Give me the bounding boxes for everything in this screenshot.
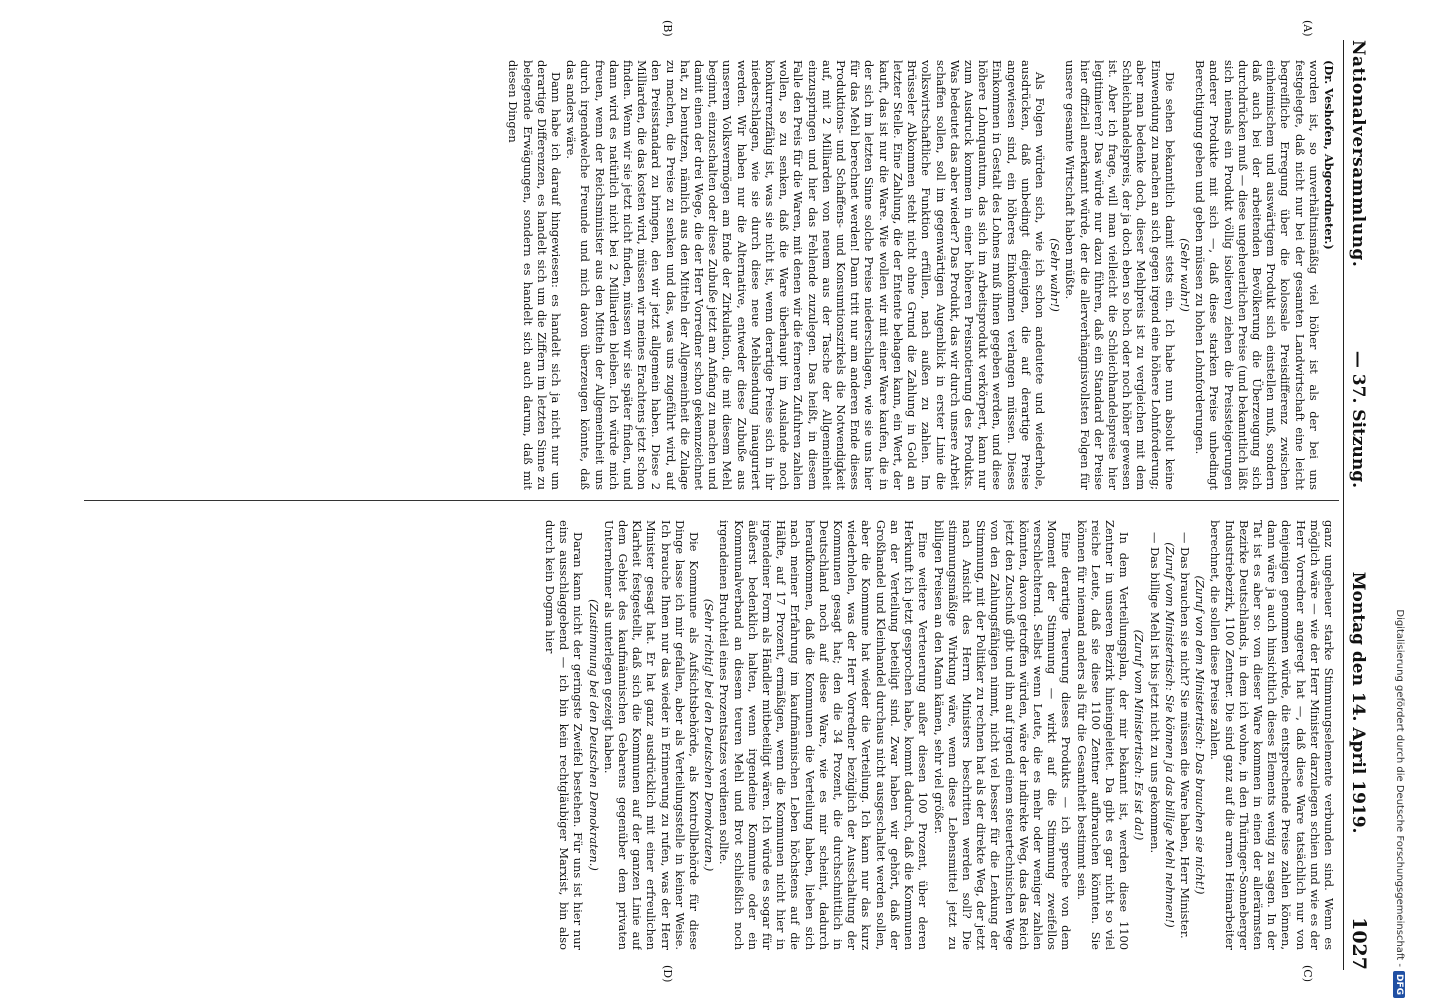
column-divider [84,500,1339,501]
dfg-logo: DFG [1393,971,1405,998]
credit-text: Digitalisierung gefördert durch die Deutsche Forschungsgemeinschaft - [1394,609,1405,967]
margin-marker-a: (A) [1301,20,1314,37]
page-header [1343,40,1384,970]
speaker-label: (Dr. Veshofen, Abgeordneter.) [1322,60,1336,250]
right-column [84,520,1336,950]
paragraph: — Das brauchen sie nicht? Sie müssen die Ware haben, Herr Minister. [1177,532,1192,939]
paragraph: Die Kommune als Aufsichtsbehörde, als Kontrollbehörde für diese Dinge lasse ich mir gefallen, aber als Verteilungsstelle in keiner Weise. Ich brauche Ihnen nur das wieder in Erinnerung zu rufen, was der Herr Minister gesagt hat. Er hat ganz ausdrücklich mit einer erfreulichen Klarheit festgestellt, daß sich die Kommunen auf der ganzen Linie auf dem Gebiet des kaufmännischen Gebarens gegenüber dem privaten Unternehmer als unterlegen gezeigt haben. [601,520,702,950]
paragraph: — Das billige Mehl ist bis jetzt nicht zu uns gekommen. [1147,532,1162,854]
paragraph: Dann habe ich darauf hingewiesen: es handelt sich ja nicht nur um derartige Differenzen, es handelt sich um die Ziffern im letzten Sinne zu belegende Erwägungen, sondern es handelt sich auch darum, daß mit diesen Dingen [506,60,564,490]
paragraph: Eine weitere Verteuerung außer diesen 100 Prozent, über deren Herkunft ich jetzt gesprochen habe, kommt dadurch, daß die Kommunen an der Verteilung beteiligt sind. Zwar haben wir gehört, daß der Großhandel und Kleinhandel durchaus nicht ausgeschaltet werden sollen, aber die Kommune hat wieder die Verteilung. Ich kann nur das kurz wiederholen, was der Herr Vorredner bezüglich der Ausschaltung der Kommunen gesagt hat; den die 34 Prozent, die durchschnittlich in Deutschland noch auf diese Ware, wie es mir scheint, dadurch heraufkommen, daß die Kommunen die Verteilung haben, lieben sich nach meiner Erfahrung im kaufmännischen Leben höchstens auf die Hälfte, auf 17 Prozent, ermäßigen, wenn die Kommunen nicht hier in irgendeiner Form als Händler mitbeteiligt wären. Ich würde es sogar für äußerst bedenklich halten, wenn irgendeine Kommune oder ein Kommunalverband an diesem teuren Mehl und Brot schließlich noch irgendeinen Bruchteil eines Prozentsatzes verdienen sollte. [717,520,931,950]
page-number: 1027 [1348,917,1370,970]
paragraph: In dem Verteilungsplan, der mir bekannt ist, werden diese 1100 Zentner in unseren Bezirk hineingeleitet. Da gibt es gar nicht so viel reiche Leute, daß sie diese 1100 Zentner aufbrauchen könnten. Sie können für niemand anders als für die Gesamtheit bestimmt sein. [1074,520,1132,950]
interjection: (Sehr wahr!) [1048,238,1063,312]
paragraph: Die sehen bekanntlich damit stets ein. Ich habe nun absolut keine Einwendung zu machen an sich gegen irgend eine höhere Lohnforderung; aber man bedenke doch, dieser Mehlpreis ist zu vergleichen mit dem Schleichhandelspreis, der ja doch eben so hoch oder noch höher gewesen ist. Aber ich frage, will man vielleicht die Schleichhandelspreise hier legitimieren? Das würde nur dazu führen, daß ein Standard der Preise hier offiziell anerkannt würde, der die allerverhängnisvollsten Folgen für unsere gesamte Wirtschaft haben müßte. [1063,60,1177,490]
paragraph: Daran kann nicht der geringste Zweifel bestehen. Für uns ist hier nur eins ausschlaggebend — ich bin kein rechtgläubiger Marxist, bin also durch kein Dogma hier [543,520,586,950]
margin-marker-c: (C) [1301,965,1314,982]
interjection: (Sehr wahr!) [1177,238,1192,312]
header-title: Nationalversammlung. [1348,40,1368,268]
paragraph: Eine derartige Teuerung dieses Produkts — ich spreche von dem Moment der Stimmung — wirkt auf die Stimmung zweifellos verschlechternd. Selbst wenn Leute, die es mehr oder weniger zahlen könnten, davon getroffen würden, wäre der indirekte Weg, das das Reich jetzt den Zuschuß gibt und ihn auf irgend einem steuertechnischen Wege von den Zahlungsfähigen nimmt, nicht viel besser für die Lenkung der Stimmung, mit der Politiker zu rechnen hat als der direkte Weg, der jetzt nach Ansicht des Herrn Ministers beschritten werden soll? Die stimmungsmäßige Wirkung wäre, wenn diese Lebensmittel jetzt zu billigen Preisen an den Mann kämen, sehr viel größer. [931,520,1074,950]
paragraph: Als Folgen würden sich, wie ich schon andeutete und wiederhole, ausdrücken, daß unbedingt diejenigen, die auf derartige Preise angewiesen sind, ein höheres Einkommen verlangen müssen. Dieses Einkommen in Gestalt des Lohnes muß ihnen gegeben werden, und diese höhere Lohnquantum, das sich im Arbeitsprodukt verkörpert, kann nur zum Ausdruck kommen in einer höheren Preisnotierung des Produkts. Was bedeutet das aber wieder? Das Produkt, das wir durch unsere Arbeit schaffen sollen, soll im gegenwärtigen Augenblick in erster Linie die volkswirtschaftliche Funktion erfüllen, nach außen zu zahlen. Im Brüsseler Abkommen steht nicht ohne Grund die Zahlung in Gold an letzter Stelle. Eine Zahlung, die der Entente behagen kann, ein Wert, der kauft, das ist nur die Ware. Wie wollen wir mit einer Ware kaufen, die in der sich im letzten Sinne solche Preise niederschlagen, wie sie uns hier für das Mehl berechnet werden! Dann tritt nur am anderen Ende dieses Produktions- und Schaffens- und Konsumtionszirkels die Notwendigkeit auf, mit 2 Milliarden von neuem aus der Tasche der Allgemeinheit einzuspringen und hier das Fehlende zuzulegen. Das heißt, in diesem Falle den Preis für die Waren, mit denen wir die ferneren Zufuhren zahlen wollen, so zu senken, daß die Ware überhaupt im Auslande noch konkurrenzfähig ist, was sie nicht ist, wenn derartige Preise sich in ihr niederschlagen, wie sie durch diese neue Mehlsendung inauguriert werden. Wir haben nur die Alternative, entweder diese Zubuße aus unserem Volksvermögen am Ende der Zirkulation, die mit diesem Mehl beginnt, einzuschalten oder diese Zubuße jetzt am Anfang zu machen und damit einen der drei Wege, die der Herr Vorredner schon gekennzeichnet hat, zu benutzen, nämlich aus den Mitteln der Allgemeinheit die Zulage zu machen, die Preise zu senken und das, was uns zugeführt wird, auf den Preisstandard zu bringen, den wir jetzt allgemein haben. Diese 2 Milliarden, die das kosten wird, müssen wir meines Erachtens jetzt schon finden. Wenn wir sie jetzt nicht finden, müssen wir sie später finden, und dann wird es natürlich nicht bei 2 Milliarden bleiben. Ich würde mich freuen, wenn der Reichsminister aus den Mitteln der Allgemeinheit uns durch irgendwelche Freunde und mich davon überzeugen könnte, daß das anders wäre. [564,60,1047,490]
margin-marker-b: (B) [661,20,674,37]
paragraph: worden ist, so unverhältnismäßig viel höher ist als der bei uns festgelegte, daß nicht nur bei der gesamten Landwirtschaft eine leicht begreifliche Erregung über die kolossale Preisdifferenz zwischen einheimischem und auswärtigem Produkt sich einstellen muß, sondern daß auch bei der arbeitenden Bevölkerung die Überzeugung sich durchdrücken muß — diese ungeheuerlichen Preise (und bekanntlich läßt sich niemals ein Produkt völlig isolieren) ziehen die Preissteigerungen anderer Produkte mit sich —, daß diese starken Preise unbedingt Berechtigung geben und geben müssen zu hohen Lohnforderungen. [1193,60,1321,490]
margin-marker-d: (D) [661,965,674,983]
header-session: — 37. Sitzung. [1348,350,1368,489]
interjection: (Zuruf vom Ministertisch: Sie können ja das billige Mehl nehmen!) [1162,542,1177,928]
interjection: (Sehr richtig! bei den Deutschen Demokraten.) [702,598,717,872]
left-column [84,60,1336,490]
interjection: (Zuruf von dem Ministertisch: Das brauchen sie nicht!) [1193,575,1208,895]
digitization-credit [1383,8,1405,998]
interjection: (Zuruf vom Ministertisch: Es ist da!) [1132,629,1147,841]
rotated-page [54,0,1434,1000]
paragraph: ganz ungeheuer starke Stimmungselemente verbunden sind. Wenn es möglich wäre — wie der Herr Minister darzulegen schien und wie es der Herr Vorredner angeregt hat —, daß diese Ware tatsächlich nur von denjenigen genommen würde, die entsprechende Preise zahlen können, dann wäre ja auch hinsichtlich dieses Elements wenig zu sagen. In der Tat ist es aber so: von dieser Ware kommen in einen der allerärmsten Bezirke Deutschlands, in dem ich wohne, in den Thüringer-Sonneberger Industriebezirk, 1100 Zentner. Die sind ganz auf die armen Heimarbeiter berechnet, die sollen diese Preise zahlen. [1208,520,1336,950]
header-date: Montag den 14. April 1919. [1348,571,1368,834]
interjection: (Zustimmung bei den Deutschen Demokraten.) [586,599,601,871]
